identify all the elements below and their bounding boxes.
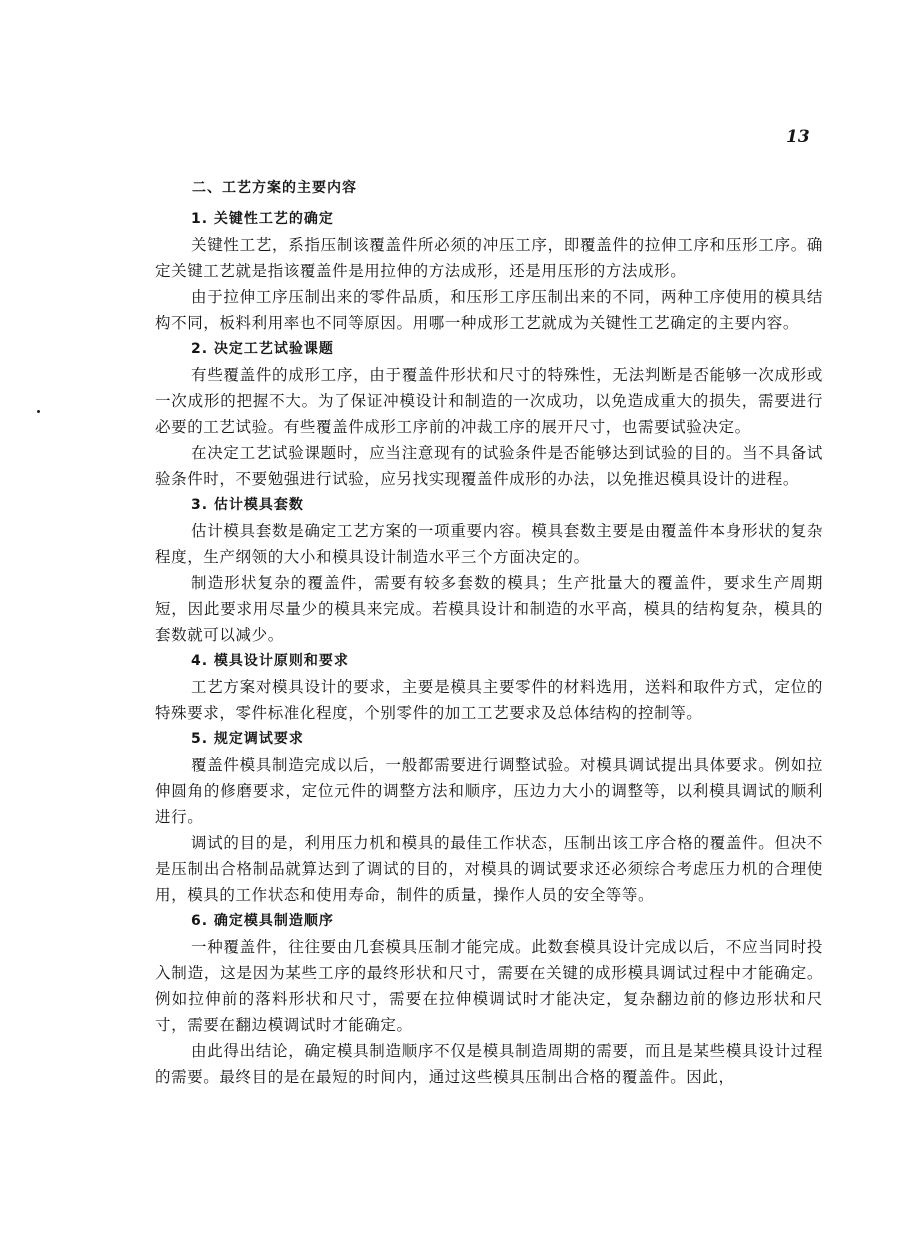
- section-title: 二、工艺方案的主要内容: [192, 180, 357, 196]
- subhead-1: 1. 关键性工艺的确定: [191, 211, 334, 227]
- subhead-3: 3. 估计模具套数: [191, 497, 304, 513]
- paragraph: 制造形状复杂的覆盖件，需要有较多套数的模具；生产批量大的覆盖件，要求生产周期短，因此要求用尽量少的模具来完成。若模具设计和制造的水平高，模具的结构复杂，模具的套数就可以减少。: [155, 574, 823, 644]
- paragraph: 覆盖件模具制造完成以后，一般都需要进行调整试验。对模具调试提出具体要求。例如拉伸圆角的修磨要求，定位元件的调整方法和顺序，压边力大小的调整等，以利模具调试的顺利进行。: [155, 756, 823, 826]
- paragraph: 由于拉伸工序压制出来的零件品质，和压形工序压制出来的不同，两种工序使用的模具结构不同，板料利用率也不同等原因。用哪一种成形工艺就成为关键性工艺确定的主要内容。: [155, 288, 823, 332]
- subhead-2: 2. 决定工艺试验课题: [191, 341, 334, 357]
- scan-speck: [37, 410, 40, 413]
- page-body: [155, 206, 823, 1090]
- paragraph: 有些覆盖件的成形工序，由于覆盖件形状和尺寸的特殊性，无法判断是否能够一次成形或一次成形的把握不大。为了保证冲模设计和制造的一次成功，以免造成重大的损失，需要进行必要的工艺试验。有些覆盖件成形工序前的冲裁工序的展开尺寸，也需要试验决定。: [155, 366, 823, 436]
- paragraph: 一种覆盖件，往往要由几套模具压制才能完成。此数套模具设计完成以后，不应当同时投入制造，这是因为某些工序的最终形状和尺寸，需要在关键的成形模具调试过程中才能确定。例如拉伸前的落料形状和尺寸，需要在拉伸模调试时才能决定，复杂翻边前的修边形状和尺寸，需要在翻边模调试时才能确定。: [155, 938, 823, 1034]
- page-number: 13: [786, 127, 810, 147]
- paragraph: 由此得出结论，确定模具制造顺序不仅是模具制造周期的需要，而且是某些模具设计过程的需要。最终目的是在最短的时间内，通过这些模具压制出合格的覆盖件。因此，: [155, 1042, 823, 1086]
- subhead-5: 5. 规定调试要求: [191, 731, 304, 747]
- paragraph: 在决定工艺试验课题时，应当注意现有的试验条件是否能够达到试验的目的。当不具备试验条件时，不要勉强进行试验，应另找实现覆盖件成形的办法，以免推迟模具设计的进程。: [155, 444, 823, 488]
- paragraph: 调试的目的是，利用压力机和模具的最佳工作状态，压制出该工序合格的覆盖件。但决不是压制出合格制品就算达到了调试的目的，对模具的调试要求还必须综合考虑压力机的合理使用，模具的工作状态和使用寿命，制件的质量，操作人员的安全等等。: [155, 834, 823, 904]
- paragraph: 工艺方案对模具设计的要求，主要是模具主要零件的材料选用，送料和取件方式，定位的特殊要求，零件标准化程度，个别零件的加工工艺要求及总体结构的控制等。: [155, 678, 823, 722]
- paragraph: 估计模具套数是确定工艺方案的一项重要内容。模具套数主要是由覆盖件本身形状的复杂程度，生产纲领的大小和模具设计制造水平三个方面决定的。: [155, 522, 823, 566]
- subhead-6: 6. 确定模具制造顺序: [191, 913, 334, 929]
- subhead-4: 4. 模具设计原则和要求: [191, 653, 349, 669]
- paragraph: 关键性工艺，系指压制该覆盖件所必须的冲压工序，即覆盖件的拉伸工序和压形工序。确定关键工艺就是指该覆盖件是用拉伸的方法成形，还是用压形的方法成形。: [155, 236, 823, 280]
